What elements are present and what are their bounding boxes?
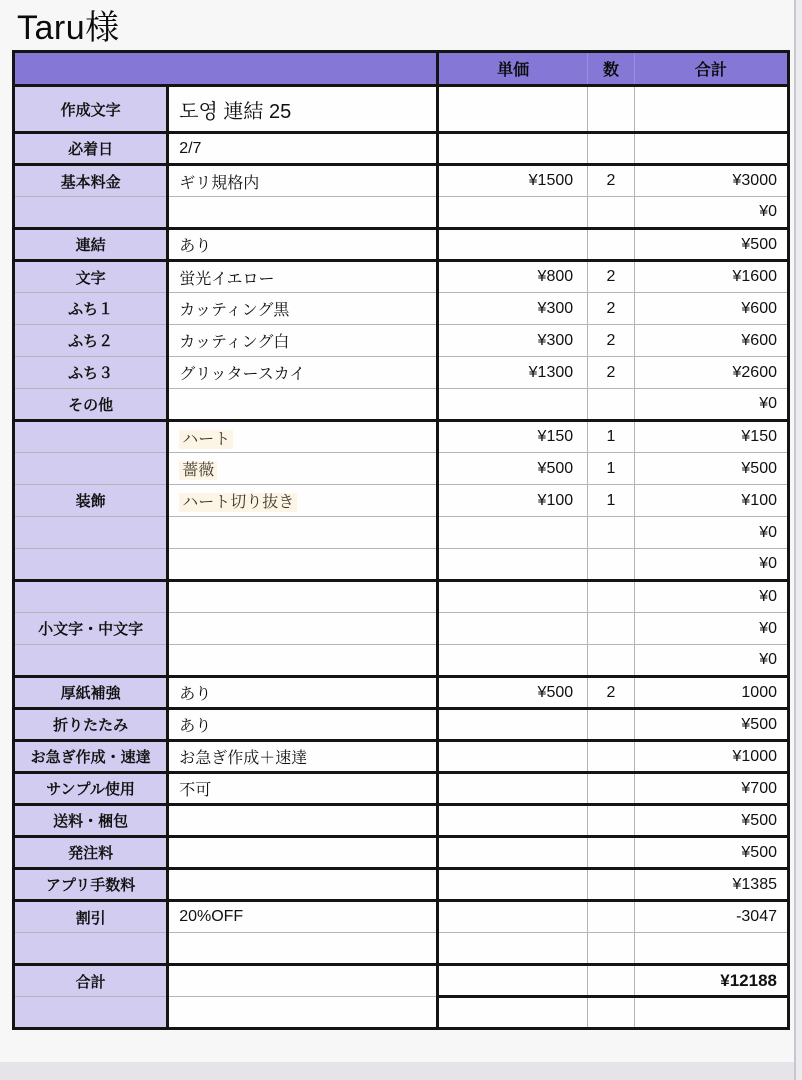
highlighted-item-text: ハート切り抜き — [179, 493, 297, 512]
unit-price-cell[interactable]: ¥1300 — [438, 357, 588, 389]
row-label-cell[interactable]: 作成文字 — [14, 86, 168, 133]
table-row — [14, 581, 789, 613]
unit-price-cell[interactable] — [438, 965, 588, 997]
table-row — [14, 741, 789, 773]
unit-price-cell[interactable] — [438, 645, 588, 677]
quantity-cell[interactable] — [588, 869, 635, 901]
item-text-cell[interactable]: グリッタースカイ — [168, 357, 438, 389]
item-text-cell[interactable] — [168, 805, 438, 837]
price-table — [12, 50, 790, 1030]
row-total-cell[interactable]: ¥600 — [634, 325, 788, 357]
unit-price-cell[interactable] — [438, 86, 588, 133]
quantity-cell[interactable]: 1 — [588, 485, 635, 517]
row-label-cell[interactable]: その他 — [14, 389, 168, 421]
header-quantity[interactable]: 数 — [588, 52, 635, 86]
quantity-cell[interactable] — [588, 773, 635, 805]
quantity-cell[interactable] — [588, 517, 635, 549]
quantity-cell[interactable] — [588, 997, 635, 1029]
row-total-cell[interactable]: ¥500 — [634, 453, 788, 485]
unit-price-cell[interactable]: ¥300 — [438, 293, 588, 325]
row-total-cell[interactable]: ¥500 — [634, 837, 788, 869]
item-text-cell[interactable] — [168, 197, 438, 229]
row-total-cell[interactable]: ¥1000 — [634, 741, 788, 773]
row-label-cell[interactable]: ふち２ — [14, 325, 168, 357]
quantity-cell[interactable] — [588, 549, 635, 581]
header-blank-cell[interactable] — [14, 52, 438, 86]
row-label-cell[interactable] — [14, 549, 168, 581]
item-text-cell[interactable]: 不可 — [168, 773, 438, 805]
table-row — [14, 453, 789, 485]
item-text-cell[interactable] — [168, 997, 438, 1029]
unit-price-cell[interactable] — [438, 869, 588, 901]
header-total[interactable]: 合計 — [634, 52, 788, 86]
table-row — [14, 837, 789, 869]
row-label-cell[interactable]: アプリ手数料 — [14, 869, 168, 901]
row-label-cell[interactable]: 送料・梱包 — [14, 805, 168, 837]
item-text-cell[interactable]: 20%OFF — [168, 901, 438, 933]
row-total-cell[interactable]: ¥0 — [634, 581, 788, 613]
row-total-cell[interactable] — [634, 86, 788, 133]
item-text-cell[interactable] — [168, 869, 438, 901]
item-text-cell[interactable]: あり — [168, 229, 438, 261]
unit-price-cell[interactable] — [438, 901, 588, 933]
quantity-cell[interactable] — [588, 581, 635, 613]
row-label-cell[interactable]: サンプル使用 — [14, 773, 168, 805]
table-row — [14, 357, 789, 389]
unit-price-cell[interactable] — [438, 549, 588, 581]
item-text-cell[interactable] — [168, 453, 438, 485]
row-total-cell[interactable]: ¥100 — [634, 485, 788, 517]
table-row — [14, 325, 789, 357]
row-label-cell[interactable]: 割引 — [14, 901, 168, 933]
unit-price-cell[interactable] — [438, 997, 588, 1029]
quantity-cell[interactable] — [588, 901, 635, 933]
unit-price-cell[interactable] — [438, 133, 588, 165]
row-label-cell[interactable] — [14, 997, 168, 1029]
row-total-cell[interactable]: ¥0 — [634, 645, 788, 677]
row-total-cell[interactable]: ¥700 — [634, 773, 788, 805]
table-row — [14, 165, 789, 197]
row-label-cell[interactable] — [14, 933, 168, 965]
unit-price-cell[interactable] — [438, 197, 588, 229]
row-total-cell[interactable] — [634, 133, 788, 165]
header-unit-price[interactable]: 単価 — [438, 52, 588, 86]
item-text-cell[interactable]: あり — [168, 677, 438, 709]
unit-price-cell[interactable]: ¥500 — [438, 453, 588, 485]
quantity-cell[interactable] — [588, 389, 635, 421]
row-total-cell[interactable]: ¥0 — [634, 613, 788, 645]
item-text-cell[interactable] — [168, 933, 438, 965]
row-label-cell[interactable]: ふち３ — [14, 357, 168, 389]
quantity-cell[interactable]: 2 — [588, 677, 635, 709]
row-label-cell[interactable]: 連結 — [14, 229, 168, 261]
item-text-cell[interactable] — [168, 613, 438, 645]
page-right-margin — [796, 0, 802, 1080]
row-label-cell[interactable]: 発注料 — [14, 837, 168, 869]
row-label-cell[interactable]: お急ぎ作成・速達 — [14, 741, 168, 773]
row-label-cell[interactable]: 合計 — [14, 965, 168, 997]
table-row — [14, 805, 789, 837]
quantity-cell[interactable] — [588, 965, 635, 997]
table-row — [14, 389, 789, 421]
table-row — [14, 677, 789, 709]
row-total-cell[interactable]: 1000 — [634, 677, 788, 709]
row-label-cell[interactable]: ふち１ — [14, 293, 168, 325]
row-total-cell[interactable] — [634, 997, 788, 1029]
quantity-cell[interactable]: 2 — [588, 293, 635, 325]
unit-price-cell[interactable] — [438, 517, 588, 549]
quantity-cell[interactable] — [588, 837, 635, 869]
row-label-cell[interactable] — [14, 645, 168, 677]
row-total-cell[interactable]: ¥500 — [634, 709, 788, 741]
table-row — [14, 549, 789, 581]
unit-price-cell[interactable] — [438, 581, 588, 613]
unit-price-cell[interactable] — [438, 773, 588, 805]
item-text-cell[interactable] — [168, 549, 438, 581]
table-row — [14, 933, 789, 965]
item-text-cell[interactable]: 蛍光イエロー — [168, 261, 438, 293]
row-label-cell[interactable]: 装飾 — [14, 485, 168, 517]
table-row — [14, 965, 789, 997]
page-bottom-margin — [0, 1062, 794, 1080]
item-text-cell[interactable]: ギリ規格内 — [168, 165, 438, 197]
page-title: Taru様 — [17, 9, 120, 47]
highlighted-item-text: 薔薇 — [179, 461, 217, 480]
unit-price-cell[interactable]: ¥800 — [438, 261, 588, 293]
table-row — [14, 517, 789, 549]
quantity-cell[interactable] — [588, 645, 635, 677]
quantity-cell[interactable]: 2 — [588, 261, 635, 293]
quantity-cell[interactable] — [588, 709, 635, 741]
row-total-cell[interactable]: -3047 — [634, 901, 788, 933]
unit-price-cell[interactable] — [438, 805, 588, 837]
item-text-cell[interactable]: お急ぎ作成＋速達 — [168, 741, 438, 773]
row-total-cell[interactable]: ¥1600 — [634, 261, 788, 293]
quantity-cell[interactable] — [588, 741, 635, 773]
unit-price-cell[interactable] — [438, 741, 588, 773]
row-total-cell[interactable]: ¥500 — [634, 229, 788, 261]
unit-price-cell[interactable] — [438, 933, 588, 965]
unit-price-cell[interactable] — [438, 389, 588, 421]
row-total-cell[interactable]: ¥600 — [634, 293, 788, 325]
unit-price-cell[interactable] — [438, 837, 588, 869]
row-label-cell[interactable]: 基本料金 — [14, 165, 168, 197]
row-total-cell[interactable]: ¥2600 — [634, 357, 788, 389]
row-label-cell[interactable]: 文字 — [14, 261, 168, 293]
item-text-cell[interactable] — [168, 581, 438, 613]
table-row — [14, 229, 789, 261]
unit-price-cell[interactable] — [438, 709, 588, 741]
row-label-cell[interactable] — [14, 197, 168, 229]
row-total-cell[interactable]: ¥12188 — [634, 965, 788, 997]
item-text-cell[interactable]: 2/7 — [168, 133, 438, 165]
unit-price-cell[interactable]: ¥150 — [438, 421, 588, 453]
item-text-cell[interactable] — [168, 837, 438, 869]
unit-price-cell[interactable]: ¥500 — [438, 677, 588, 709]
row-label-cell[interactable] — [14, 517, 168, 549]
item-text: 도영 連結 25 — [179, 100, 292, 123]
quantity-cell[interactable] — [588, 197, 635, 229]
quantity-cell[interactable] — [588, 86, 635, 133]
row-total-cell[interactable]: ¥0 — [634, 197, 788, 229]
unit-price-cell[interactable]: ¥300 — [438, 325, 588, 357]
row-label-cell[interactable] — [14, 453, 168, 485]
table-row — [14, 86, 789, 133]
row-total-cell[interactable]: ¥1385 — [634, 869, 788, 901]
table-row — [14, 261, 789, 293]
table-row — [14, 645, 789, 677]
unit-price-cell[interactable]: ¥100 — [438, 485, 588, 517]
table-row — [14, 869, 789, 901]
table-row — [14, 709, 789, 741]
row-total-cell[interactable]: ¥150 — [634, 421, 788, 453]
quantity-cell[interactable]: 2 — [588, 325, 635, 357]
quantity-cell[interactable]: 1 — [588, 453, 635, 485]
table-row — [14, 421, 789, 453]
quantity-cell[interactable] — [588, 933, 635, 965]
item-text-cell[interactable]: カッティング黒 — [168, 293, 438, 325]
row-total-cell[interactable]: ¥0 — [634, 549, 788, 581]
quantity-cell[interactable]: 1 — [588, 421, 635, 453]
row-total-cell[interactable] — [634, 933, 788, 965]
item-text-cell[interactable] — [168, 389, 438, 421]
item-text-cell[interactable] — [168, 965, 438, 997]
quantity-cell[interactable] — [588, 229, 635, 261]
row-label-cell[interactable] — [14, 421, 168, 453]
quantity-cell[interactable] — [588, 133, 635, 165]
row-label-cell[interactable] — [14, 581, 168, 613]
table-row — [14, 485, 789, 517]
item-text-cell[interactable] — [168, 645, 438, 677]
table-row — [14, 901, 789, 933]
item-text-cell[interactable]: カッティング白 — [168, 325, 438, 357]
row-total-cell[interactable]: ¥3000 — [634, 165, 788, 197]
row-label-cell[interactable]: 小文字・中文字 — [14, 613, 168, 645]
item-text-cell[interactable] — [168, 485, 438, 517]
item-text-cell[interactable] — [168, 517, 438, 549]
row-total-cell[interactable]: ¥0 — [634, 517, 788, 549]
row-total-cell[interactable]: ¥0 — [634, 389, 788, 421]
table-row — [14, 293, 789, 325]
unit-price-cell[interactable] — [438, 613, 588, 645]
highlighted-item-text: ハート — [179, 430, 233, 449]
quantity-cell[interactable]: 2 — [588, 357, 635, 389]
table-row — [14, 197, 789, 229]
quantity-cell[interactable] — [588, 613, 635, 645]
item-text-cell[interactable]: あり — [168, 709, 438, 741]
table-row — [14, 133, 789, 165]
row-label-cell[interactable]: 折りたたみ — [14, 709, 168, 741]
table-row — [14, 613, 789, 645]
item-text-cell[interactable] — [168, 86, 438, 133]
row-total-cell[interactable]: ¥500 — [634, 805, 788, 837]
quantity-cell[interactable]: 2 — [588, 165, 635, 197]
table-header-row — [14, 52, 789, 86]
table-row — [14, 997, 789, 1029]
row-label-cell[interactable]: 厚紙補強 — [14, 677, 168, 709]
unit-price-cell[interactable] — [438, 229, 588, 261]
quantity-cell[interactable] — [588, 805, 635, 837]
item-text-cell[interactable] — [168, 421, 438, 453]
table-row — [14, 773, 789, 805]
row-label-cell[interactable]: 必着日 — [14, 133, 168, 165]
unit-price-cell[interactable]: ¥1500 — [438, 165, 588, 197]
